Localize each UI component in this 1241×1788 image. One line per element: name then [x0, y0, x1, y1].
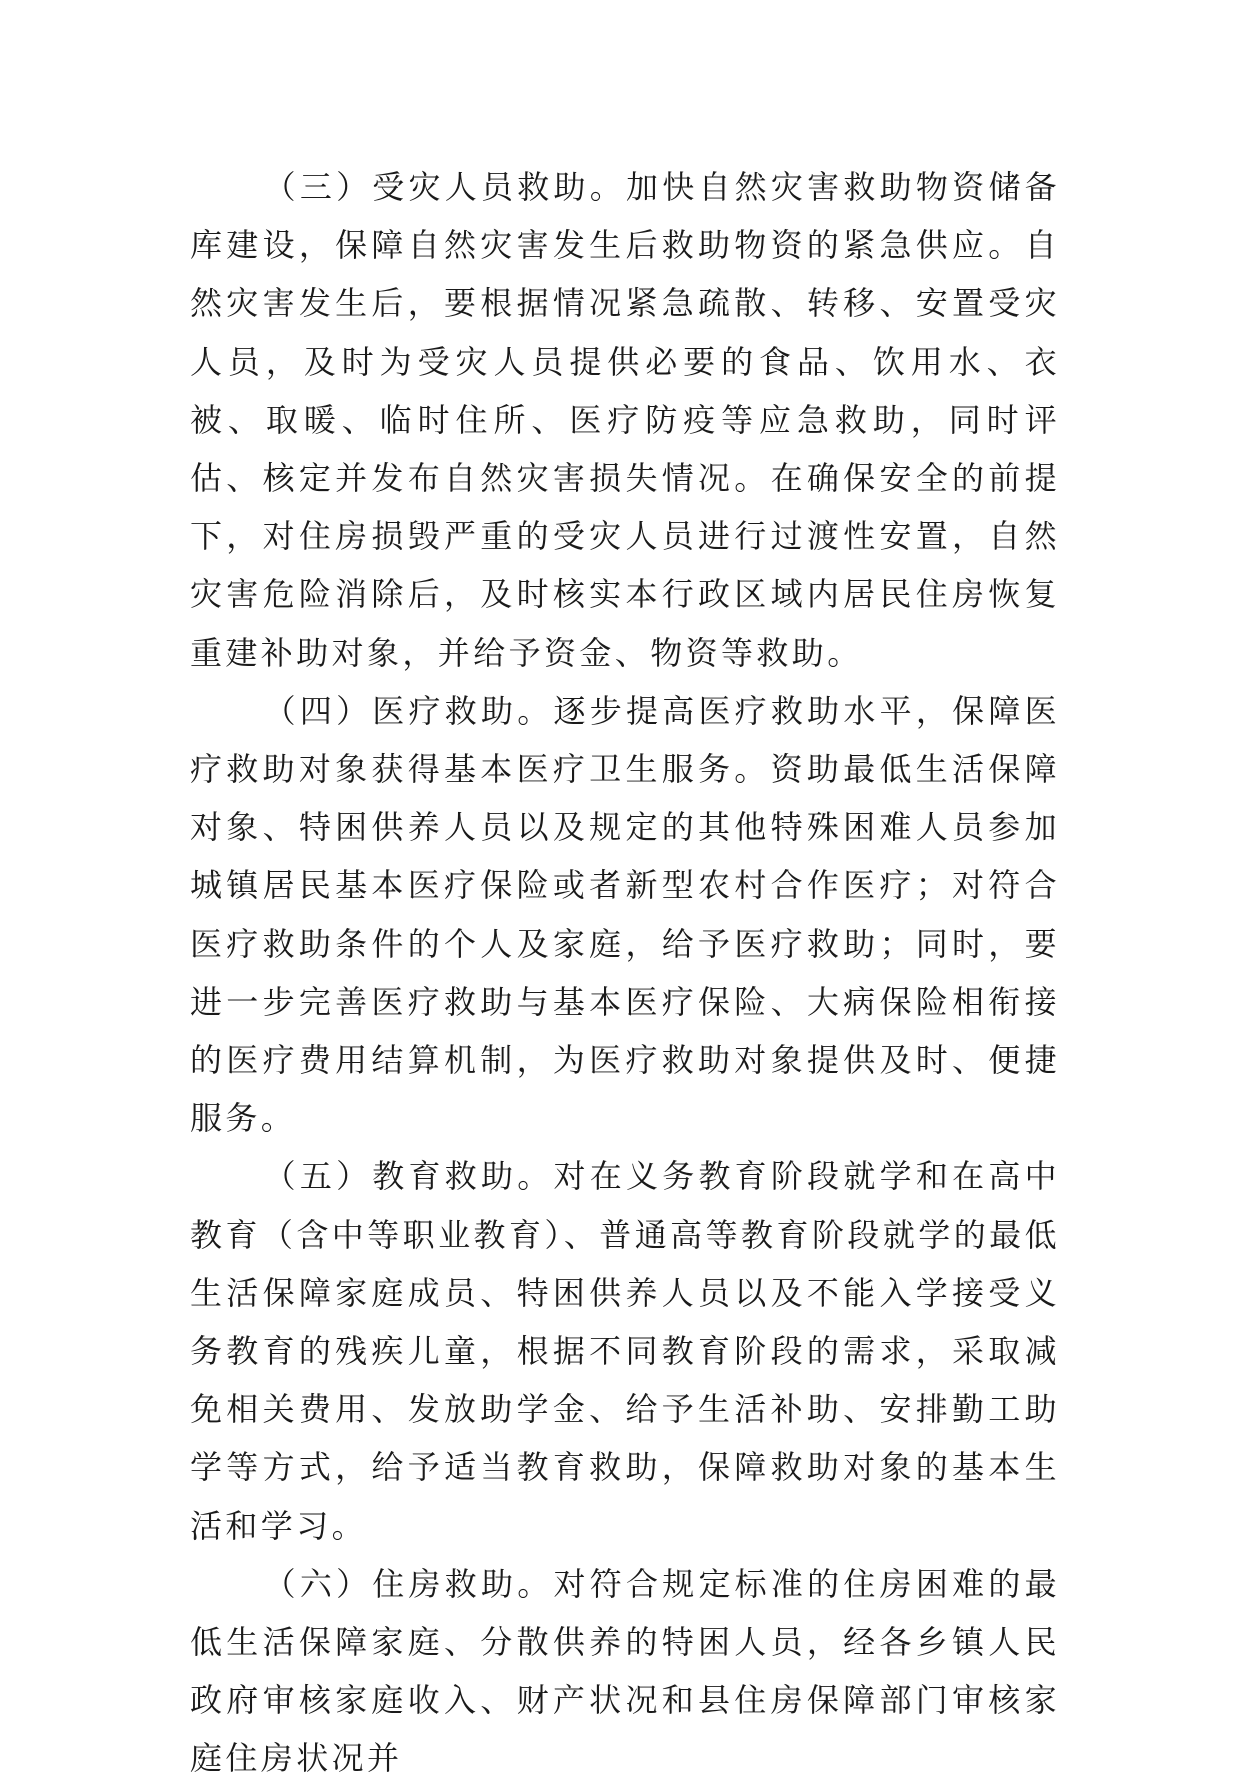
paragraph-disaster-relief: （三）受灾人员救助。加快自然灾害救助物资储备库建设，保障自然灾害发生后救助物资的紧急供应。自然灾害发生后，要根据情况紧急疏散、转移、安置受灾人员，及时为受灾人员提供必要的食品、饮用水、衣被、取暖、临时住所、医疗防疫等应急救助，同时评估、核定并发布自然灾害损失情况。在确保安全的前提下，对住房损毁严重的受灾人员进行过渡性安置，自然灾害危险消除后，及时核实本行政区域内居民住房恢复重建补助对象，并给予资金、物资等救助。 [190, 168, 1060, 672]
paragraph-housing-aid: （六）住房救助。对符合规定标准的住房困难的最低生活保障家庭、分散供养的特困人员，经各乡镇人民政府审核家庭收入、财产状况和县住房保障部门审核家庭住房状况并 [190, 1564, 1060, 1778]
paragraph-education-aid: （五）教育救助。对在义务教育阶段就学和在高中教育（含中等职业教育）、普通高等教育阶段就学的最低生活保障家庭成员、特困供养人员以及不能入学接受义务教育的残疾儿童，根据不同教育阶段的需求，采取减免相关费用、发放助学金、给予生活补助、安排勤工助学等方式，给予适当教育救助，保障救助对象的基本生活和学习。 [190, 1157, 1060, 1545]
paragraph-medical-aid: （四）医疗救助。逐步提高医疗救助水平，保障医疗救助对象获得基本医疗卫生服务。资助最低生活保障对象、特困供养人员以及规定的其他特殊困难人员参加城镇居民基本医疗保险或者新型农村合作医疗；对符合医疗救助条件的个人及家庭，给予医疗救助；同时，要进一步完善医疗救助与基本医疗保险、大病保险相衔接的医疗费用结算机制，为医疗救助对象提供及时、便捷服务。 [190, 691, 1060, 1138]
document-body [190, 158, 1060, 1788]
